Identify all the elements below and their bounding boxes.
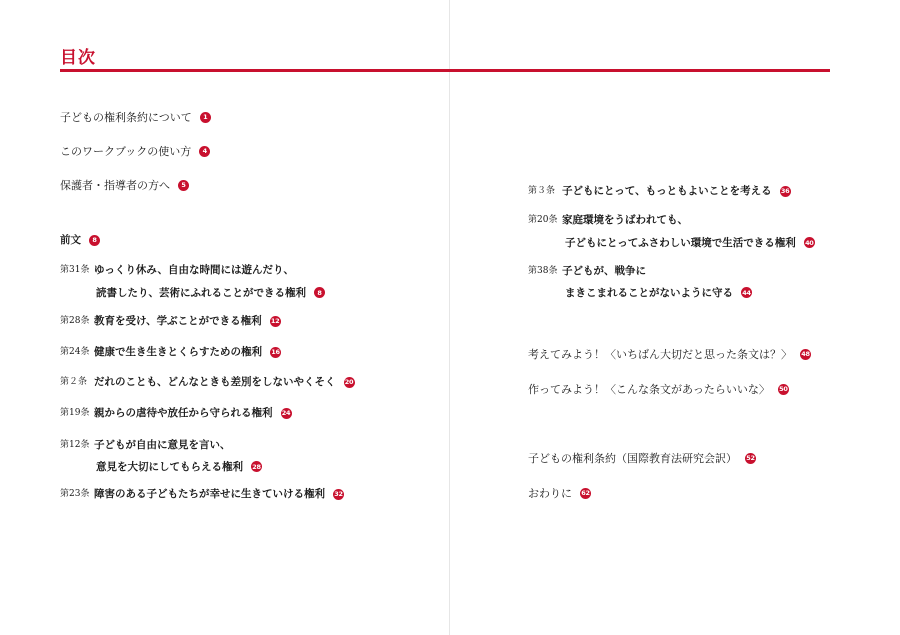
article-number: 第31条 bbox=[60, 264, 90, 275]
toc-entry-article-20-line2[interactable]: 子どもにとってふさわしい環境で生活できる権利 40 bbox=[565, 237, 814, 249]
toc-entry-article-38[interactable]: 第38条 子どもが、戦争に bbox=[528, 265, 646, 277]
page-number-badge: 20 bbox=[344, 378, 354, 387]
article-number: 第３条 bbox=[528, 186, 556, 196]
page-number-badge: 12 bbox=[270, 317, 280, 326]
article-number: 第38条 bbox=[528, 265, 558, 276]
page-number-badge: 5 bbox=[178, 180, 189, 191]
page-number-badge: 48 bbox=[801, 350, 810, 359]
toc-entry-article-12[interactable]: 第12条 子どもが自由に意見を言い、 bbox=[60, 439, 231, 451]
page-number-badge: 28 bbox=[252, 462, 261, 471]
page-number-badge: 4 bbox=[199, 146, 210, 157]
article-number: 第24条 bbox=[60, 347, 90, 357]
page-number-badge: 32 bbox=[334, 490, 343, 499]
toc-entry-article-38-line2[interactable]: まきこまれることがないように守る 44 bbox=[565, 287, 751, 299]
toc-entry-article-20[interactable]: 第20条 家庭環境をうばわれても、 bbox=[528, 214, 688, 226]
toc-entry-article-3[interactable]: 第３条 子どもにとって、もっともよいことを考える 36 bbox=[528, 185, 790, 198]
toc-entry-article-19[interactable]: 第19条 親からの虐待や放任から守られる権利 24 bbox=[60, 407, 291, 420]
toc-entry-intro-1[interactable]: 子どもの権利条約について 1 bbox=[60, 112, 211, 123]
page-number-badge: 44 bbox=[742, 288, 751, 297]
toc-entry-article-28[interactable]: 第28条 教育を受け、学ぶことができる権利 12 bbox=[60, 315, 280, 328]
page-number-badge: 1 bbox=[200, 112, 211, 123]
article-number: 第23条 bbox=[60, 489, 90, 499]
toc-entry-exercise-2[interactable]: 作ってみよう！〈こんな条文があったらいいな〉 50 bbox=[528, 383, 788, 396]
page-title: 目次 bbox=[60, 48, 96, 68]
article-number: 第28条 bbox=[60, 316, 90, 326]
page-number-badge: 52 bbox=[746, 454, 755, 463]
article-number: 第12条 bbox=[60, 439, 90, 450]
article-number: 第２条 bbox=[60, 377, 88, 387]
toc-entry-article-12-line2[interactable]: 意見を大切にしてもらえる権利 28 bbox=[96, 461, 261, 473]
page-number-badge: 36 bbox=[780, 187, 790, 196]
article-number: 第19条 bbox=[60, 408, 90, 418]
toc-entry-article-31[interactable]: 第31条 ゆっくり休み、自由な時間には遊んだり、 bbox=[60, 264, 295, 276]
toc-entry-afterword[interactable]: おわりに 62 bbox=[528, 487, 590, 500]
toc-entry-article-23[interactable]: 第23条 障害のある子どもたちが幸せに生きていける権利 32 bbox=[60, 488, 343, 501]
page-number-badge: 50 bbox=[779, 385, 788, 394]
toc-entry-preamble[interactable]: 前文 8 bbox=[60, 235, 100, 246]
page-number-badge: 40 bbox=[805, 238, 814, 247]
toc-entry-article-2[interactable]: 第２条 だれのことも、どんなときも差別をしないやくそく 20 bbox=[60, 376, 354, 389]
page-number-badge: 8 bbox=[89, 235, 100, 246]
page-number-badge: 16 bbox=[271, 348, 280, 357]
toc-entry-intro-3[interactable]: 保護者・指導者の方へ 5 bbox=[60, 180, 189, 191]
page-number-badge: 8 bbox=[314, 287, 325, 298]
toc-entry-convention-text[interactable]: 子どもの権利条約（国際教育法研究会訳） 52 bbox=[528, 452, 755, 465]
page-number-badge: 24 bbox=[281, 409, 291, 418]
page-gutter bbox=[449, 0, 450, 635]
title-underline bbox=[60, 69, 830, 72]
toc-entry-intro-2[interactable]: このワークブックの使い方 4 bbox=[60, 146, 210, 157]
toc-entry-article-24[interactable]: 第24条 健康で生き生きとくらすための権利 16 bbox=[60, 346, 280, 359]
article-number: 第20条 bbox=[528, 214, 558, 225]
toc-entry-exercise-1[interactable]: 考えてみよう！〈いちばん大切だと思った条文は？〉 48 bbox=[528, 348, 810, 361]
toc-entry-article-31-line2[interactable]: 読書したり、芸術にふれることができる権利 8 bbox=[96, 285, 325, 300]
page-number-badge: 62 bbox=[581, 489, 590, 498]
